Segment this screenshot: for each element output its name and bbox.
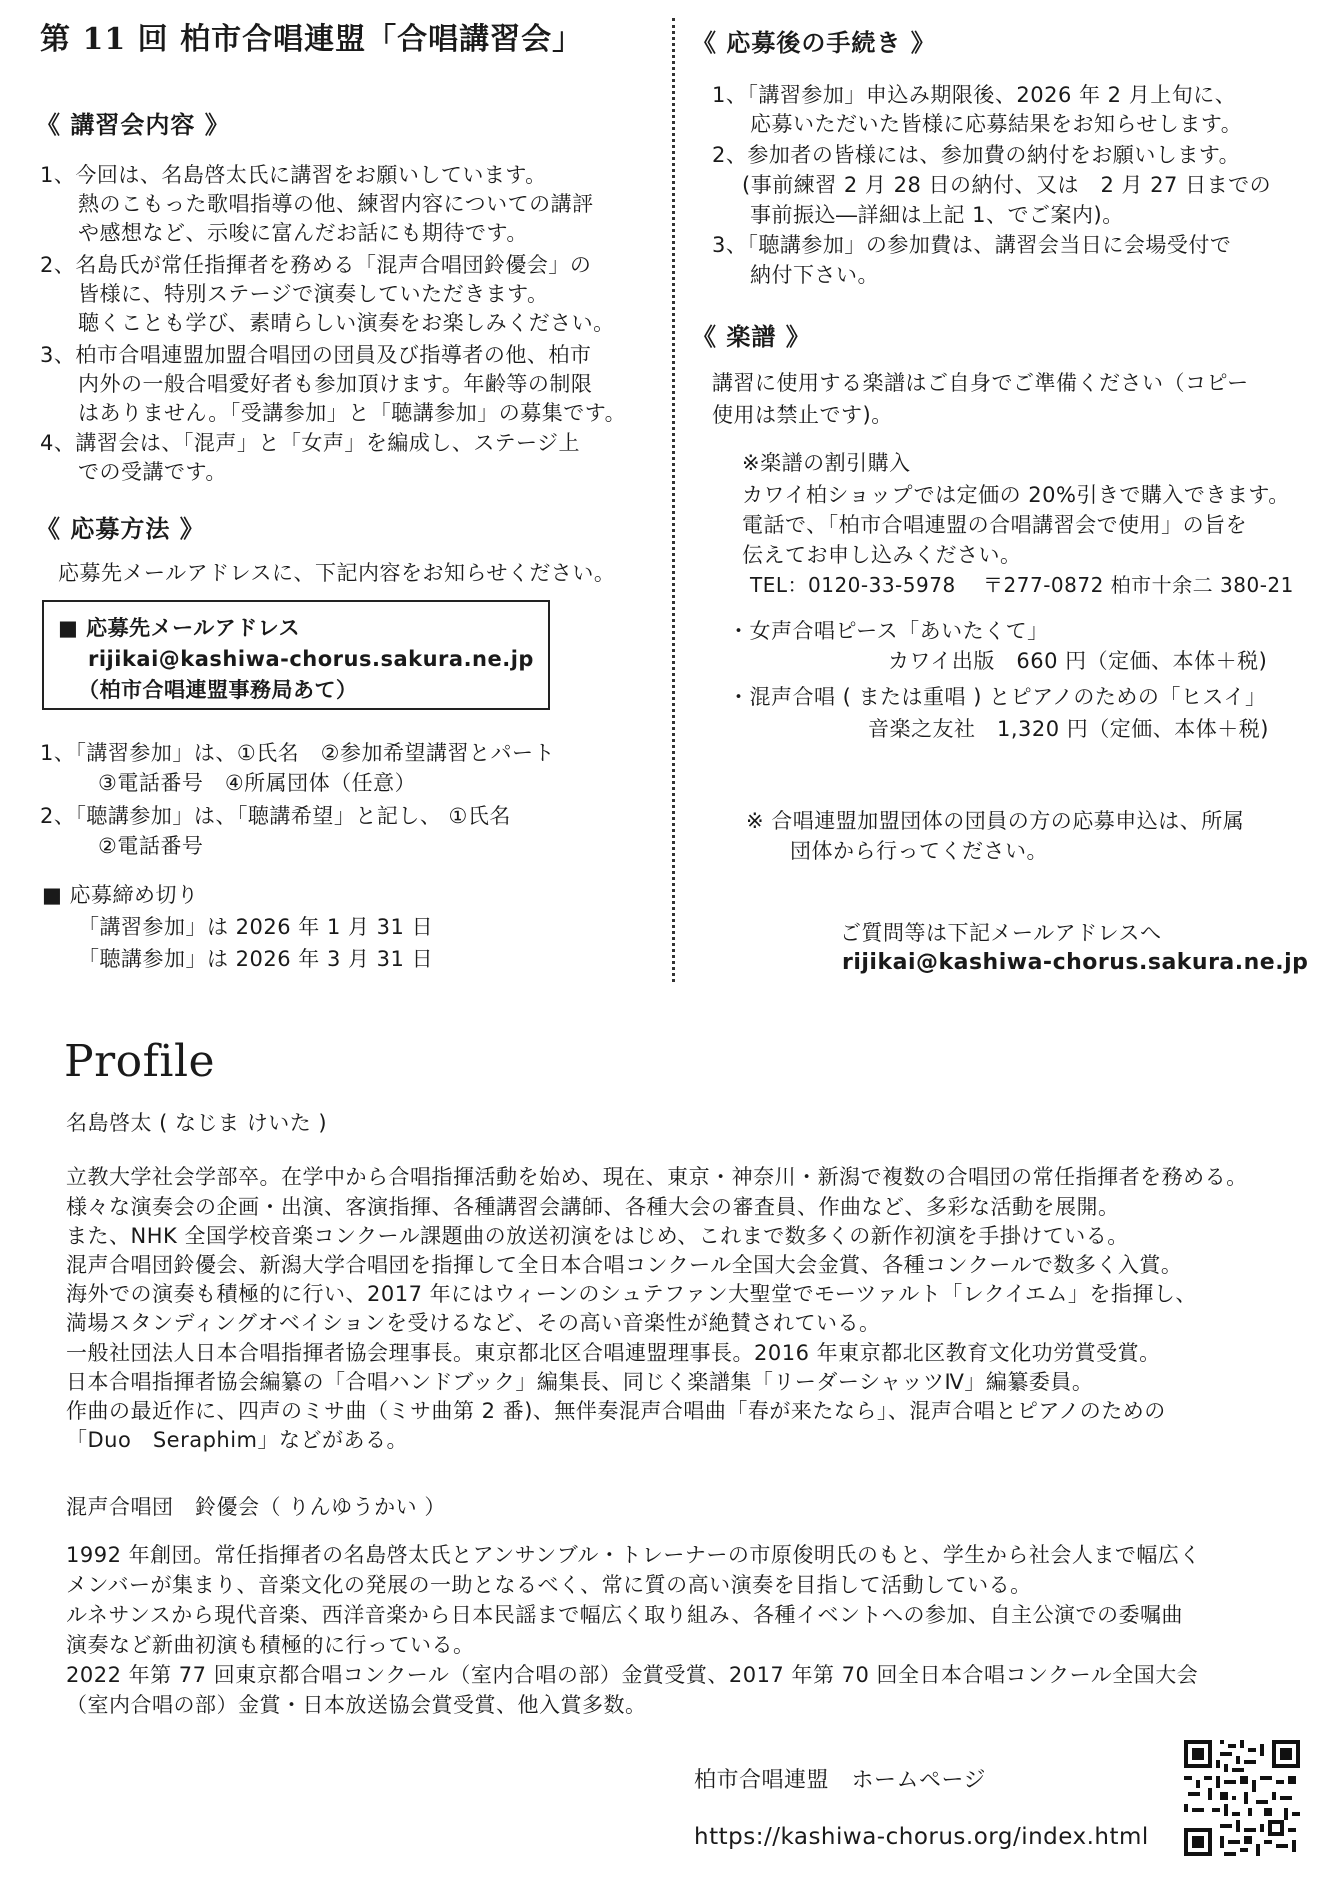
score-line: 使用は禁止です)。 <box>712 403 893 427</box>
footer-url[interactable]: https://kashiwa-chorus.org/index.html <box>694 1824 1149 1850</box>
profile-heading: Profile <box>64 1036 216 1087</box>
bio-line: また、NHK 全国学校音楽コンクール課題曲の放送初演をはじめ、これまで数多くの新作初演を手掛けている。 <box>66 1224 1129 1248</box>
piece-line: ・女声合唱ピース「あいたくて」 <box>728 619 1049 643</box>
footer-label: 柏市合唱連盟 ホームページ <box>694 1768 987 1793</box>
column-divider <box>672 18 675 982</box>
bio-line: 様々な演奏会の企画・出演、客演指揮、各種講習会講師、各種大会の審査員、作曲など、多彩な活動を展開。 <box>66 1195 1120 1219</box>
discount-line: 伝えてお申し込みください。 <box>742 543 1022 567</box>
choir-bio-line: 演奏など新曲初演も積極的に行っている。 <box>66 1633 475 1657</box>
choir-bio-line: （室内合唱の部）金賞・日本放送協会賞受賞、他入賞多数。 <box>66 1693 647 1717</box>
after-line: 納付下さい。 <box>750 263 879 287</box>
after-line: 事前振込―詳細は上記 1、でご案内)。 <box>750 203 1124 227</box>
profile-name: 名島啓太 ( なじま けいた ) <box>66 1111 328 1135</box>
discount-line: 電話で、「柏市合唱連盟の合唱講習会で使用」の旨を <box>742 513 1248 537</box>
choir-bio-line: メンバーが集まり、音楽文化の発展の一助となるべく、常に質の高い演奏を目指して活動している。 <box>66 1573 1032 1597</box>
apply-intro: 応募先メールアドレスに、下記内容をお知らせください。 <box>58 561 616 585</box>
content-line: での受講です。 <box>78 460 227 484</box>
deadline-line: 「講習参加」は 2026 年 1 月 31 日 <box>78 915 434 939</box>
content-line: 3、柏市合唱連盟加盟合唱団の団員及び指導者の他、柏市 <box>40 343 592 367</box>
discount-line: カワイ柏ショップでは定価の 20%引きで購入できます。 <box>742 483 1290 507</box>
mail-label: ■ 応募先メールアドレス <box>58 616 301 640</box>
mail-address[interactable]: rijikai@kashiwa-chorus.sakura.ne.jp <box>88 647 534 671</box>
apply-line: ②電話番号 <box>98 834 204 858</box>
score-line: 講習に使用する楽譜はご自身でご準備ください（コピー <box>712 371 1249 395</box>
choir-bio-line: 2022 年第 77 回東京都合唱コンクール（室内合唱の部）金賞受賞、2017 年第 70 回全日本合唱コンクール全国大会 <box>66 1663 1199 1687</box>
piece-price: 音楽之友社 1,320 円（定価、本体＋税) <box>868 717 1269 741</box>
content-line: 1、今回は、名島啓太氏に講習をお願いしています。 <box>40 163 547 187</box>
deadline-label: ■ 応募締め切り <box>42 883 199 907</box>
bio-line: 立教大学社会学部卒。在学中から合唱指揮活動を始め、現在、東京・神奈川・新潟で複数の合唱団の常任指揮者を務める。 <box>66 1165 1248 1189</box>
content-line: はありません。「受講参加」と「聴講参加」の募集です。 <box>78 401 627 425</box>
bio-line: 混声合唱団鈴優会、新潟大学合唱団を指揮して全日本合唱コンクール全国大会金賞、各種コンクールで数多く入賞。 <box>66 1253 1183 1277</box>
content-line: 皆様に、特別ステージで演奏していただきます。 <box>78 282 549 306</box>
content-line: 4、講習会は、「混声」と「女声」を編成し、ステージ上 <box>40 431 581 455</box>
member-note: ※ 合唱連盟加盟団体の団員の方の応募申込は、所属 <box>746 809 1245 833</box>
piece-line: ・混声合唱 ( または重唱 ) とピアノのための「ヒスイ」 <box>728 685 1267 709</box>
content-line: 2、名島氏が常任指揮者を務める「混声合唱団鈴優会」の <box>40 253 592 277</box>
deadline-line: 「聴講参加」は 2026 年 3 月 31 日 <box>78 947 434 971</box>
bio-line: 海外での演奏も積極的に行い、2017 年にはウィーンのシュテファン大聖堂でモーツァルト「レクイエム」を指揮し、 <box>66 1282 1197 1306</box>
page-title: 第 11 回 柏市合唱連盟「合唱講習会」 <box>40 22 584 57</box>
discount-contact: TEL：0120-33-5978 〒277-0872 柏市十余二 380-21 <box>750 573 1294 597</box>
contact-email[interactable]: rijikai@kashiwa-chorus.sakura.ne.jp <box>842 950 1309 975</box>
bio-line: 一般社団法人日本合唱指揮者協会理事長。東京都北区合唱連盟理事長。2016 年東京都北区教育文化功労賞受賞。 <box>66 1341 1161 1365</box>
choir-bio-line: ルネサンスから現代音楽、西洋音楽から日本民謡まで幅広く取り組み、各種イベントへの参加、自主公演での委嘱曲 <box>66 1603 1183 1627</box>
bio-line: 「Duo Seraphim」などがある。 <box>66 1428 409 1452</box>
apply-line: 2、「聴講参加」は、「聴講希望」と記し、 ①氏名 <box>40 804 511 828</box>
mail-note: （柏市合唱連盟事務局あて） <box>78 678 358 702</box>
content-line: 熱のこもった歌唱指導の他、練習内容についての講評 <box>78 192 594 216</box>
bio-line: 満場スタンディングオベイションを受けるなど、その高い音楽性が絶賛されている。 <box>66 1311 881 1335</box>
after-line: 2、参加者の皆様には、参加費の納付をお願いします。 <box>712 143 1241 167</box>
after-heading: 《 応募後の手続き 》 <box>692 29 936 57</box>
content-line: 聴くことも学び、素晴らしい演奏をお楽しみください。 <box>78 311 615 335</box>
after-line: 3、「聴講参加」の参加費は、講習会当日に会場受付で <box>712 233 1232 257</box>
discount-line: ※楽譜の割引購入 <box>742 451 911 475</box>
piece-price: カワイ出版 660 円（定価、本体＋税) <box>888 649 1268 673</box>
choir-bio-line: 1992 年創団。常任指揮者の名島啓太氏とアンサンブル・トレーナーの市原俊明氏のもと、学生から社会人まで幅広く <box>66 1543 1201 1567</box>
after-line: 1、「講習参加」申込み期限後、2026 年 2 月上旬に、 <box>712 83 1237 107</box>
content-line: や感想など、示唆に富んだお話にも期待です。 <box>78 221 528 245</box>
qr-code-icon[interactable] <box>1184 1740 1300 1856</box>
content-heading: 《 講習会内容 》 <box>36 111 230 139</box>
content-line: 内外の一般合唱愛好者も参加頂けます。年齢等の制限 <box>78 372 593 396</box>
apply-line: 1、「講習参加」は、①氏名 ②参加希望講習とパート <box>40 741 556 765</box>
contact-label: ご質問等は下記メールアドレスへ <box>840 921 1162 945</box>
bio-line: 作曲の最近作に、四声のミサ曲（ミサ曲第 2 番)、無伴奏混声合唱曲「春が来たなら」、混声合唱とピアノのための <box>66 1399 1166 1423</box>
score-heading: 《 楽譜 》 <box>692 323 811 351</box>
choir-name: 混声合唱団 鈴優会（ りんゆうかい ） <box>66 1495 446 1519</box>
after-line: (事前練習 2 月 28 日の納付、又は 2 月 27 日までの <box>742 173 1272 197</box>
apply-heading: 《 応募方法 》 <box>36 515 205 543</box>
apply-line: ③電話番号 ④所属団体（任意） <box>98 771 417 795</box>
after-line: 応募いただいた皆様に応募結果をお知らせします。 <box>750 112 1243 136</box>
member-note: 団体から行ってください。 <box>790 839 1048 863</box>
bio-line: 日本合唱指揮者協会編纂の「合唱ハンドブック」編集長、同じく楽譜集「リーダーシャッツⅣ」編纂委員。 <box>66 1370 1094 1394</box>
